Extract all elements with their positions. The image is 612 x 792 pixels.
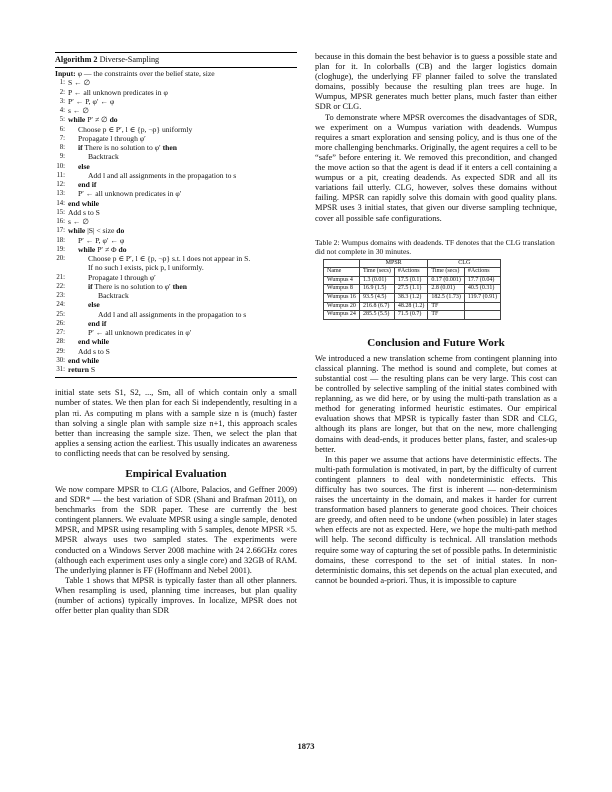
- table-group-empty: [324, 259, 360, 268]
- algorithm-line: [55, 199, 297, 208]
- algorithm-line-text: Add s to S: [68, 207, 100, 217]
- table-group-clg: CLG: [428, 259, 501, 268]
- table-row: [324, 293, 501, 302]
- table-cell: 216.8 (6.7): [359, 302, 394, 311]
- algorithm-line-text: Propagate l through φ′: [88, 272, 156, 282]
- algorithm-line-number: 3:: [59, 97, 65, 105]
- algorithm-line-number: 7:: [59, 134, 65, 142]
- algorithm-line: [55, 152, 297, 161]
- algorithm-line-number: 16:: [56, 218, 65, 226]
- table-cell: Wumpus 16: [324, 293, 360, 302]
- algorithm-line-number: 21:: [56, 273, 65, 281]
- algorithm-line-number: 4:: [59, 107, 65, 115]
- table-cell: 285.5 (5.5): [359, 311, 394, 320]
- algorithm-line-text: P′ ← P, φ′ ← φ: [68, 96, 115, 106]
- table-cell: [464, 311, 500, 320]
- table-body: [324, 276, 501, 319]
- table-cell: 71.5 (0.7): [394, 311, 428, 320]
- algorithm-line: [55, 245, 297, 254]
- algorithm-line-number: 1:: [59, 79, 65, 87]
- table-cell: Wumpus 4: [324, 276, 360, 285]
- algorithm-line-number: 25:: [56, 310, 65, 318]
- algorithm-line: [55, 143, 297, 152]
- algorithm-caption-label: Algorithm 2: [55, 55, 98, 64]
- algorithm-line-number: 5:: [59, 116, 65, 124]
- algorithm-line-text: while P′ ≠ Φ do: [78, 244, 127, 254]
- algorithm-line: [55, 254, 297, 263]
- algorithm-line-text: while P′ ≠ ∅ do: [68, 115, 118, 125]
- table-row: [324, 276, 501, 285]
- table-cell: Wumpus 20: [324, 302, 360, 311]
- algorithm-line-text: Add s to S: [78, 346, 110, 356]
- algorithm-box: [55, 52, 297, 378]
- algorithm-caption: [55, 54, 297, 68]
- algorithm-line-text: s ← ∅: [68, 217, 89, 227]
- table-group-mpsr: MPSR: [359, 259, 427, 268]
- algorithm-line-number: 28:: [56, 338, 65, 346]
- table-row: [324, 311, 501, 320]
- table-header-cell: Time (secs): [359, 268, 394, 277]
- algorithm-line-text: P′ ← P, φ′ ← φ: [78, 235, 125, 245]
- algorithm-line-text: Choose p ∈ P′, l ∈ {p, ¬p} s.t. l does not appear in S.: [88, 254, 251, 264]
- algorithm-line: [55, 273, 297, 282]
- algorithm-line-number: 27:: [56, 329, 65, 337]
- left-column: [55, 52, 297, 616]
- algorithm-line-text: else: [78, 161, 90, 171]
- algorithm-body: [55, 68, 297, 374]
- algorithm-line-text: while |S| < size do: [68, 226, 125, 236]
- paragraph-empirical-1: We now compare MPSR to CLG (Albore, Palacios, and Geffner 2009) and SDR* — the best variation of SDR (Shani and Brafman 2011), on benchmarks from the SDR paper. These are currently the best contingent planners. We evaluate MPSR using a single sample, denoted MPSR, and MPSR using resampling with 5 samples, denote MPSR ×5. MPSR always uses two sampled states. The experiments were conducted on a Windows Server 2008 machine with 24 2.66GHz cores (although each experiment uses only a single core) and 32GB of RAM. The underlying planner is FF (Hoffmann and Nebel 2001).: [55, 485, 297, 575]
- algorithm-line-number: 24:: [56, 301, 65, 309]
- table-cell: Wumpus 24: [324, 311, 360, 320]
- algorithm-line: [55, 162, 297, 171]
- algorithm-line-number: 13:: [56, 190, 65, 198]
- algorithm-line-text: S ← ∅: [68, 78, 91, 88]
- table-cell: Wumpus 8: [324, 285, 360, 294]
- algorithm-line-text: if There is no solution to φ′ then: [88, 281, 187, 291]
- algorithm-line-number: 26:: [56, 319, 65, 327]
- heading-conclusion: Conclusion and Future Work: [367, 336, 505, 349]
- algorithm-line-text: end while: [78, 337, 110, 347]
- algorithm-line: [55, 365, 297, 374]
- algorithm-input-label: Input:: [55, 69, 76, 79]
- algorithm-line-number: 14:: [56, 199, 65, 207]
- algorithm-line: [55, 310, 297, 319]
- algorithm-line: [55, 319, 297, 328]
- paragraph-wumpus-deadends: To demonstrate where MPSR overcomes the disadvantages of SDR, we experiment on a Wumpus variation with deadends. Wumpus requires a smart exploration and sensing policy, and is thus one of the more challenging benchmarks. Originally, the agent requires a cell to be “safe” before entering it. We removed this precondition, and changed the move action so that the agent is dead if it enters a cell containing a wumpus or a pit, creating deadends. As expected SDR and all its variations fail utterly. CLG, however, solves these domains without failing. MPSR can rapidly solve this domain with good quality plans. MPSR uses 3 initial states, that given our diverse sampling technique, cover all possible safe configurations.: [315, 112, 557, 223]
- algorithm-line-text: end while: [68, 198, 100, 208]
- paragraph-empirical-2: Table 1 shows that MPSR is typically faster than all other planners. When resampling is used, planning time increases, but plan quality (number of actions) typically improves. In localize, MPSR does not offer better plan quality than SDR: [55, 575, 297, 616]
- results-table: [323, 259, 501, 320]
- table-header-cell: Name: [324, 268, 360, 277]
- algorithm-line-text: end if: [88, 318, 107, 328]
- algorithm-line-text: else: [88, 300, 100, 310]
- paragraph-conclusion-1: We introduced a new translation scheme from contingent planning into classical planning. The method is sound and complete, but comes at substantial cost — the resulting plans can be very large. This cost can be controlled by selective sampling of the initial states combined with replanning, as we did here, or by using the multi-path translation as a method for generating informed heuristic estimates. Our empirical evaluation shows that MPSR is typically faster than SDR and CLG, although its plans are longer, but that on the new, more challenging domains with dead-ends, it produces better plans, faster, and scales-up better.: [315, 353, 557, 454]
- table-cell: [464, 302, 500, 311]
- algorithm-input: [55, 69, 297, 78]
- algorithm-line: [55, 226, 297, 235]
- table-cell: 38.3 (1.2): [394, 293, 428, 302]
- algorithm-line-text: P′ ← all unknown predicates in φ′: [88, 328, 192, 338]
- table-cell: TF: [428, 302, 465, 311]
- table-cell: 40.5 (0.31): [464, 285, 500, 294]
- algorithm-caption-title: Diverse-Sampling: [99, 55, 160, 64]
- algorithm-line-text: If no such l exists, pick p, l uniformly.: [88, 263, 204, 273]
- algorithm-line-number: 17:: [56, 227, 65, 235]
- algorithm-line-number: 9:: [59, 153, 65, 161]
- algorithm-line-text: Propagate l through φ′: [78, 133, 146, 143]
- table-cell: 2.8 (0.01): [428, 285, 465, 294]
- algorithm-line: [55, 97, 297, 106]
- algorithm-line-number: 10:: [56, 162, 65, 170]
- algorithm-line-number: 22:: [56, 282, 65, 290]
- algorithm-line: [55, 125, 297, 134]
- algorithm-line-number: 15:: [56, 208, 65, 216]
- algorithm-line-number: 23:: [56, 292, 65, 300]
- algorithm-line-number: 29:: [56, 347, 65, 355]
- table-group-header-row: [324, 259, 501, 268]
- algorithm-line: [55, 208, 297, 217]
- algorithm-line-number: 18:: [56, 236, 65, 244]
- algorithm-line-number: 20:: [56, 255, 65, 263]
- table-header-cell: #Actions: [394, 268, 428, 277]
- algorithm-line-number: 30:: [56, 356, 65, 364]
- algorithm-line: [55, 328, 297, 337]
- algorithm-line-text: end if: [78, 180, 97, 190]
- algorithm-line-number: 19:: [56, 245, 65, 253]
- table-header-cell: #Actions: [464, 268, 500, 277]
- algorithm-line: [55, 134, 297, 143]
- paragraph-results-continued: because in this domain the best behavior is to guess a possible state and plan for it. In colorballs (CB) and the larger logistics domain (cloghuge), the underlying FF planner failed to solve the translated domains, possibly because the resulting plan trees are huge. In Wumpus, MPSR generates much better plans, much faster than either SDR or CLG.: [315, 52, 557, 112]
- algorithm-line: [55, 291, 297, 300]
- algorithm-line-text: return S: [68, 365, 96, 375]
- algorithm-line-text: if There is no solution to φ′ then: [78, 143, 177, 153]
- algorithm-line-text: Add l and all assignments in the propagation to s: [88, 170, 237, 180]
- algorithm-line-text: P′ ← all unknown predicates in φ′: [78, 189, 182, 199]
- algorithm-line-text: end while: [68, 355, 100, 365]
- algorithm-input-text: φ — the constraints over the belief state, size: [77, 69, 215, 79]
- algorithm-line: [55, 282, 297, 291]
- algorithm-line: [55, 78, 297, 87]
- algorithm-line: [55, 115, 297, 124]
- table-cell: 16.9 (1.5): [359, 285, 394, 294]
- algorithm-line: [55, 171, 297, 180]
- table-cell: 27.5 (1.1): [394, 285, 428, 294]
- table-cell: 0.17 (0.001): [428, 276, 465, 285]
- algorithm-line: [55, 189, 297, 198]
- algorithm-line: [55, 263, 297, 272]
- algorithm-line: [55, 88, 297, 97]
- algorithm-line-number: 8:: [59, 144, 65, 152]
- table-row: [324, 302, 501, 311]
- table-cell: 93.5 (4.5): [359, 293, 394, 302]
- table-cell: 182.5 (1.73): [428, 293, 465, 302]
- algorithm-line-text: Add l and all assignments in the propagation to s: [98, 309, 247, 319]
- algorithm-line-text: Backtrack: [88, 152, 119, 162]
- algorithm-line-text: P ← all unknown predicates in φ: [68, 87, 168, 97]
- algorithm-line: [55, 236, 297, 245]
- table-cell: TF: [428, 311, 465, 320]
- algorithm-line: [55, 180, 297, 189]
- table-header-cell: Time (secs): [428, 268, 465, 277]
- paragraph-sampling: initial state sets S1, S2, ..., Sm, all of which contain only a small number of states. We then plan for each Si independently, resulting in a plan πi. As computing m plans with a sample size n is (much) faster than solving a single plan with sample size n+1, this approach scales better than increasing the sample size. Then, we select the plan that applies a sensing action the earliest. This usually indicates an awareness to conflicting needs that can be resolved by sensing.: [55, 388, 297, 458]
- table-row: [324, 285, 501, 294]
- algorithm-line-number: 12:: [56, 181, 65, 189]
- algorithm-line: [55, 356, 297, 365]
- algorithm-line: [55, 106, 297, 115]
- table-header-row: [324, 268, 501, 277]
- table-cell: 1.3 (0.01): [359, 276, 394, 285]
- algorithm-line: [55, 347, 297, 356]
- right-column: [315, 52, 557, 586]
- table-caption: Table 2: Wumpus domains with deadends. TF denotes that the CLG translation did not complete in 30 minutes.: [315, 237, 555, 256]
- table-cell: 17.7 (0.04): [464, 276, 500, 285]
- algorithm-line-number: 2:: [59, 88, 65, 96]
- page-number: 1873: [297, 741, 315, 751]
- algorithm-line: [55, 217, 297, 226]
- table-cell: 48.28 (1.2): [394, 302, 428, 311]
- algorithm-line-text: Choose p ∈ P′, l ∈ {p, ¬p} uniformly: [78, 124, 193, 134]
- algorithm-line-text: Backtrack: [98, 291, 129, 301]
- algorithm-line-number: 31:: [56, 366, 65, 374]
- paragraph-conclusion-2: In this paper we assume that actions have deterministic effects. The multi-path formulation is motivated, in part, by the difficulty of current contingent planners to deal with nondeterministic effects. This difficulty has two sources. The first is inherent — non-determinism raises the uncertainty in the domain, and makes it harder for current transformation based planners to generate good choices. Their choices are greedy, and often need to be undone (when possible) in later stages when effects are not as expected. Here, we hope the multi-path method will help. The second difficulty is technical. All translation methods require some way of capturing the set of possible paths. In deterministic domains, these correspond to the set of initial states. In non-deterministic domains, this set depends on the actual plan executed, and cannot be bounded a-priori. Thus, it is impossible to capture: [315, 454, 557, 585]
- table-cell: 119.7 (0.91): [464, 293, 500, 302]
- algorithm-line-number: 6:: [59, 125, 65, 133]
- algorithm-line-number: 11:: [56, 171, 65, 179]
- heading-empirical-evaluation: Empirical Evaluation: [125, 468, 227, 480]
- table-cell: 17.5 (0.1): [394, 276, 428, 285]
- algorithm-line-text: s ← ∅: [68, 106, 89, 116]
- algorithm-line: [55, 337, 297, 346]
- algorithm-line: [55, 300, 297, 309]
